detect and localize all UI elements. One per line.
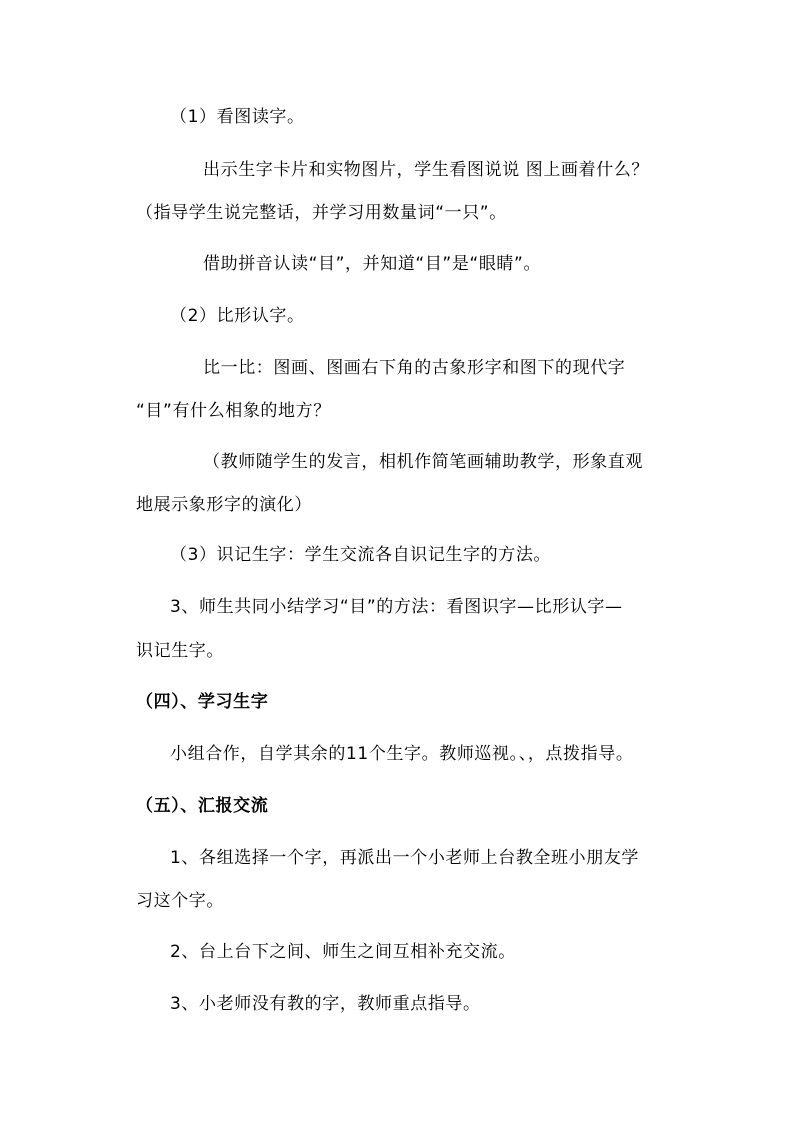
text-line: 1、各组选择一个字，再派出一个小老师上台教全班小朋友学 [170,848,640,868]
text-line: 小组合作，自学其余的11个生字。教师巡视。、，点拨指导。 [170,744,634,764]
text-line: （2）比形认字。 [170,306,305,326]
text-line: （1）看图读字。 [170,107,305,127]
text-line: 出示生字卡片和实物图片，学生看图说说 图上画着什么？ [203,160,650,180]
text-line: 3、师生共同小结学习“目”的方法：看图识字—比形认字— [170,597,623,617]
text-line: 地展示象形字的演化） [136,495,312,515]
text-line: 借助拼音认读“目”，并知道“目”是“眼睛”。 [203,254,542,274]
section-heading: （四）、学习生字 [136,692,269,712]
section-heading: （五）、汇报交流 [136,796,269,816]
text-line: （3）识记生字：学生交流各自识记生字的方法。 [170,545,552,565]
text-line: （教师随学生的发言，相机作简笔画辅助教学，形象直观 [203,452,643,472]
text-line: 3、小老师没有教的字，教师重点指导。 [170,994,481,1014]
text-line: 2、台上台下之间、师生之间互相补充交流。 [170,942,516,962]
text-line: 习这个字。 [136,891,224,911]
text-line: “目”有什么相象的地方？ [136,401,331,421]
text-line: 识记生字。 [136,641,224,661]
text-line: 比一比：图画、图画右下角的古象形字和图下的现代字 [203,358,626,378]
text-line: （指导学生说完整话，并学习用数量词“一只”。 [136,203,507,223]
